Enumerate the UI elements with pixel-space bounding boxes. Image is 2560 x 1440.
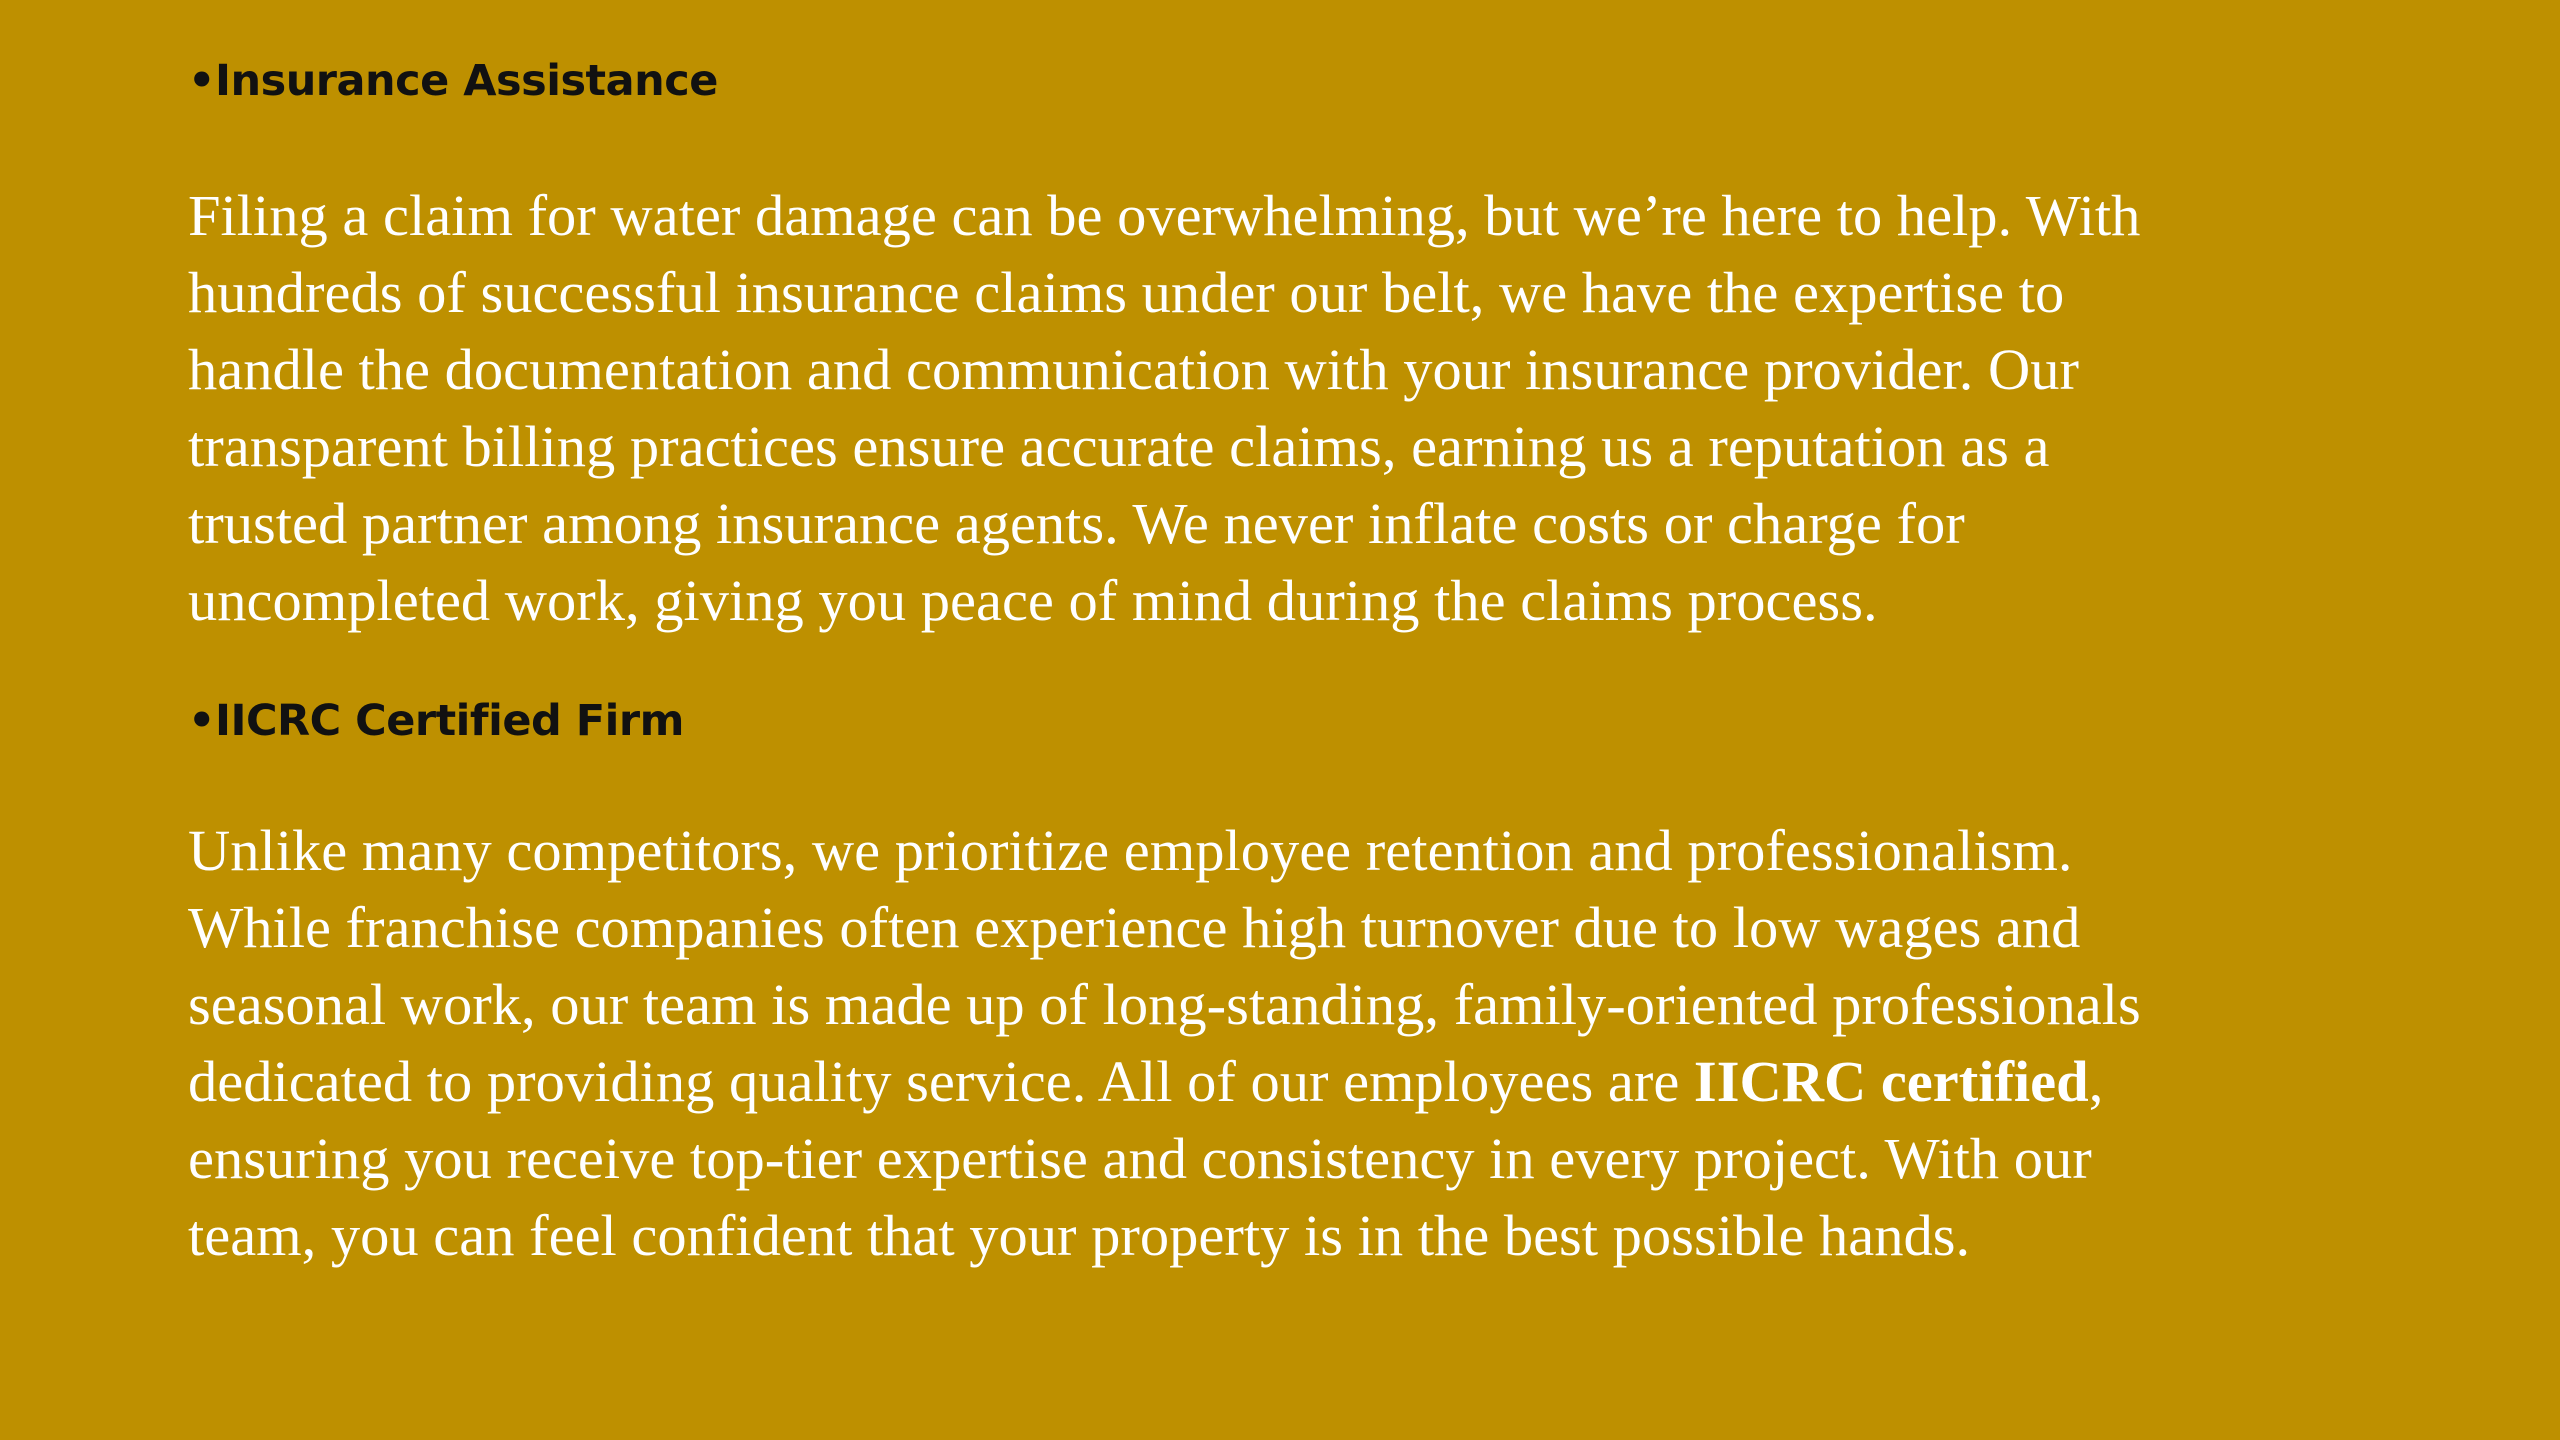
iicrc-certified-firm-heading: •IICRC Certified Firm bbox=[188, 696, 684, 746]
insurance-assistance-heading: •Insurance Assistance bbox=[188, 56, 718, 106]
iicrc-certified-emphasis: IICRC certified bbox=[1693, 1049, 2089, 1114]
iicrc-certified-firm-paragraph bbox=[188, 812, 2368, 1274]
insurance-assistance-paragraph: Filing a claim for water damage can be overwhelming, but we’re here to help. With hundreds of successful insurance claims under our belt, we have the expertise to handle the documentation and communication with your insurance provider. Our transparent billing practices ensure accurate claims, earning us a reputation as a trusted partner among insurance agents. We never inflate costs or charge for uncompleted work, giving you peace of mind during the claims process. bbox=[188, 183, 2141, 633]
paragraph-text-after: , ensuring you receive top-tier expertise and consistency in every project. With our team, you can feel confident that your property is in the best possible hands. bbox=[188, 1049, 2104, 1268]
paragraph-text-before: Unlike many competitors, we prioritize employee retention and professionalism. While franchise companies often experience high turnover due to low wages and seasonal work, our team is made up of long-standing, family-oriented professionals dedicated to providing quality service. All of our employees are bbox=[188, 818, 2141, 1114]
